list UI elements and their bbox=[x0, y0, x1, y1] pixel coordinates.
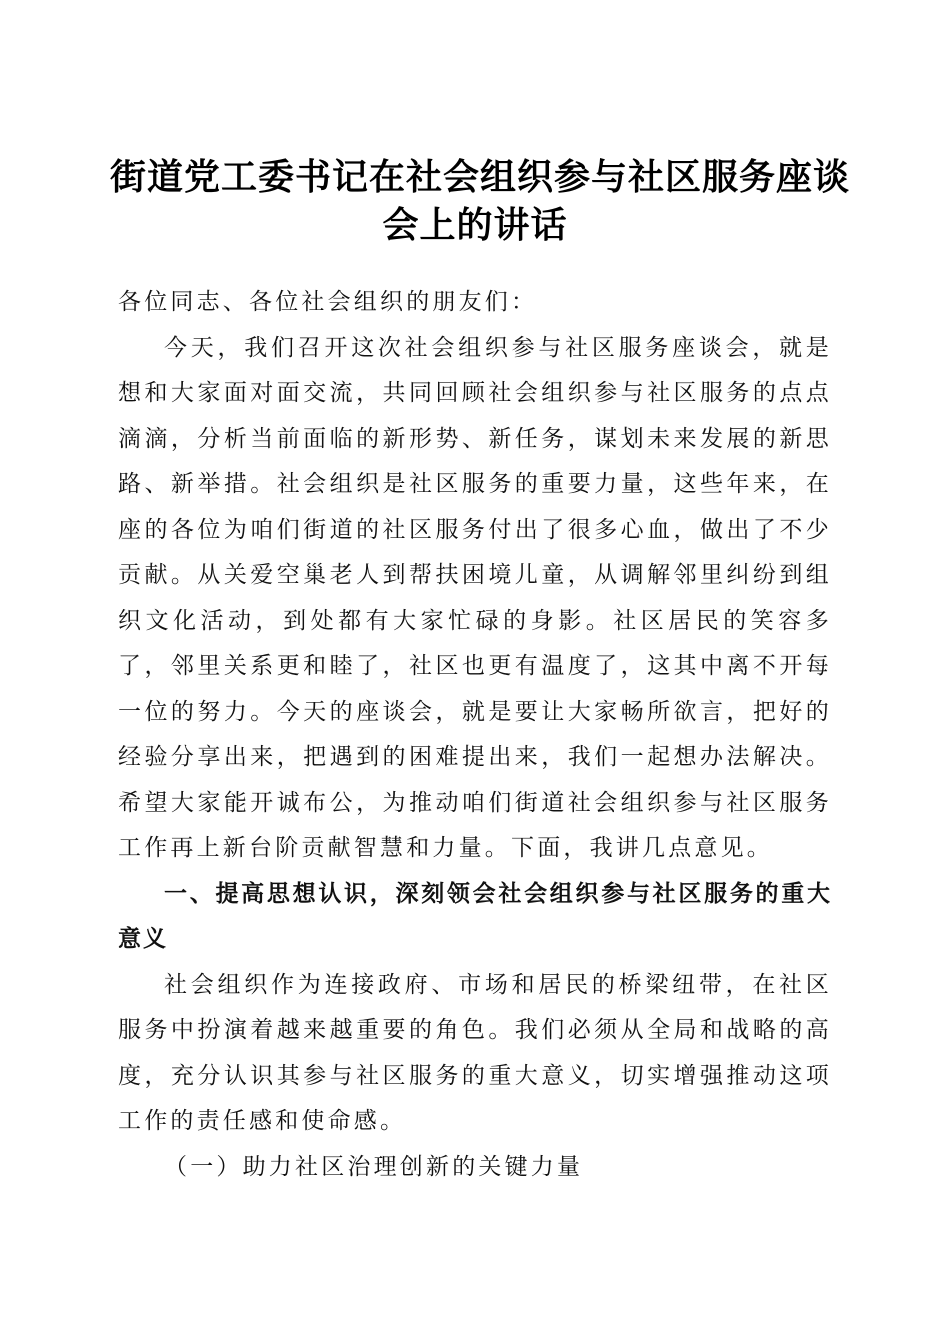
subsection-heading-1: （一）助力社区治理创新的关键力量 bbox=[164, 1153, 584, 1180]
section-1-paragraph: 社会组织作为连接政府、市场和居民的桥梁纽带，在社区服务中扮演着越来越重要的角色。我们必须从全局和战略的高度，充分认识其参与社区服务的重大意义，切实增强推动这项工作的责任感和使命感。 bbox=[118, 971, 832, 1134]
opening-paragraph: 今天，我们召开这次社会组织参与社区服务座谈会，就是想和大家面对面交流，共同回顾社会组织参与社区服务的点点滴滴，分析当前面临的新形势、新任务，谋划未来发展的新思路、新举措。社会组织是社区服务的重要力量，这些年来，在座的各位为咱们街道的社区服务付出了很多心血，做出了不少贡献。从关爱空巢老人到帮扶困境儿童，从调解邻里纠纷到组织文化活动，到处都有大家忙碌的身影。社区居民的笑容多了，邻里关系更和睦了，社区也更有温度了，这其中离不开每一位的努力。今天的座谈会，就是要让大家畅所欲言，把好的经验分享出来，把遇到的困难提出来，我们一起想办法解决。希望大家能开诚布公，为推动咱们街道社会组织参与社区服务工作再上新台阶贡献智慧和力量。下面，我讲几点意见。 bbox=[118, 334, 832, 861]
title-line-1: 街道党工委书记在社会组织参与社区服务座谈 bbox=[110, 157, 851, 199]
document-body bbox=[118, 280, 832, 1190]
section-heading-1: 一、提高思想认识，深刻领会社会组织参与社区服务的重大意义 bbox=[118, 880, 832, 952]
salutation: 各位同志、各位社会组织的朋友们： bbox=[118, 289, 538, 315]
title-line-2: 会上的讲话 bbox=[382, 205, 568, 247]
document-title bbox=[110, 154, 851, 250]
